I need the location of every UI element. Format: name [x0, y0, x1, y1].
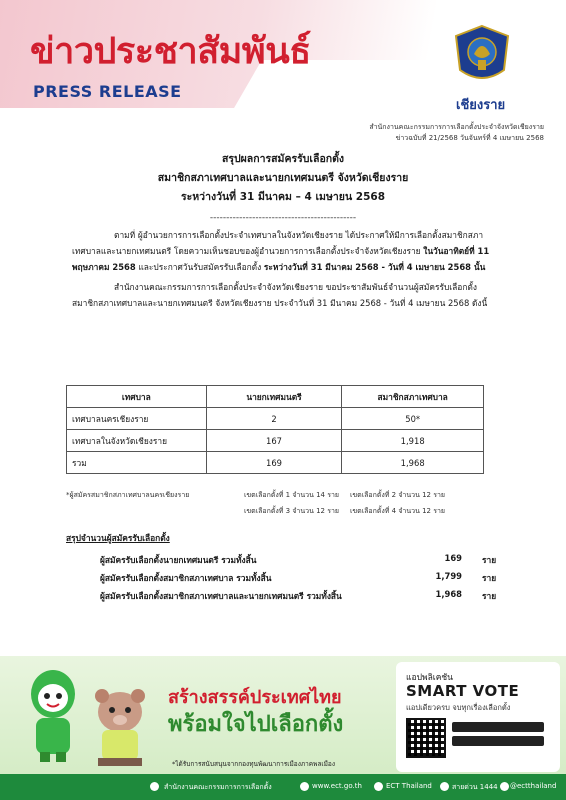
summary-value: 1,799 — [435, 571, 462, 581]
banner-slogan-1: สร้างสรรค์ประเทศไทย — [168, 687, 342, 708]
table-header-council: สมาชิกสภาเทศบาล — [342, 386, 484, 408]
phone-icon — [440, 782, 449, 791]
footnote-asterisk: *ผู้สมัครสมาชิกสภาเทศบาลนครเชียงราย — [66, 491, 190, 499]
ect-logo-icon — [150, 782, 159, 791]
footer-hotline: สายด่วน 1444 — [452, 783, 498, 791]
mascot-bear-icon — [86, 684, 156, 768]
paragraph-1-bold-date: ในวันอาทิตย์ที่ 11 พฤษภาคม 2568 — [72, 246, 490, 272]
document-number: ข่าวฉบับที่ 21/2568 วันจันทร์ที่ 4 เมษายน 2568 — [395, 134, 544, 142]
footer-bar — [0, 774, 566, 800]
header-title-thai: ข่าวประชาสัมพันธ์ — [30, 31, 311, 72]
summary-row — [80, 589, 500, 605]
table-cell: รวม — [67, 452, 207, 474]
summary-unit: ราย — [482, 573, 497, 583]
summary-label: ผู้สมัครรับเลือกตั้งสมาชิกสภาเทศบาลและนายกเทศมนตรี รวมทั้งสิ้น — [100, 591, 342, 601]
table-cell: 2 — [206, 408, 342, 430]
summary-row — [80, 553, 500, 569]
footer-facebook[interactable]: ECT Thailand — [386, 782, 432, 790]
footnote-zone-3: เขตเลือกตั้งที่ 3 จำนวน 12 ราย — [244, 507, 340, 515]
line-icon — [500, 782, 509, 791]
app-label: แอปพลิเคชัน — [406, 673, 453, 683]
headline-line-3: ระหว่างวันที่ 31 มีนาคม – 4 เมษายน 2568 — [180, 191, 386, 203]
paragraph-1 — [72, 227, 494, 275]
table-cell: 169 — [206, 452, 342, 474]
table-cell: 1,968 — [342, 452, 484, 474]
footer-website[interactable]: www.ect.go.th — [312, 782, 362, 790]
table-cell: 50* — [342, 408, 484, 430]
footnote-zone-4: เขตเลือกตั้งที่ 4 จำนวน 12 ราย — [350, 507, 446, 515]
app-store-badge[interactable] — [452, 722, 544, 732]
table-row — [67, 430, 484, 452]
footnote-zone-2: เขตเลือกตั้งที่ 2 จำนวน 12 ราย — [350, 491, 446, 499]
summary-value: 1,968 — [435, 589, 462, 599]
mascot-green-icon — [18, 664, 88, 764]
table-header-row — [67, 386, 484, 408]
org-name: สำนักงานคณะกรรมการการเลือกตั้งประจำจังหวัดเชียงราย — [369, 123, 544, 131]
app-name: SMART VOTE — [406, 682, 520, 700]
paragraph-2 — [72, 279, 494, 311]
table-header-mayor: นายกเทศมนตรี — [206, 386, 342, 408]
paragraph-1-part-1: ตามที่ ผู้อำนวยการการเลือกตั้งประจำเทศบาลในจังหวัดเชียงราย ได้ประกาศให้มีการเลือกตั้งสมาชิกสภาเทศบาลและนายกเทศมนตรี โดยความเห็นชอบของผู้อำนวยการการเลือกตั้งประจำจังหวัดเชียงราย — [72, 230, 484, 256]
app-tagline: แอปเดียวครบ จบทุกเรื่องเลือกตั้ง — [406, 703, 511, 712]
summary-title: สรุปจำนวนผู้สมัครรับเลือกตั้ง — [66, 533, 170, 543]
press-release-body — [0, 150, 566, 311]
table-cell: 1,918 — [342, 430, 484, 452]
summary-value: 169 — [444, 553, 462, 563]
google-play-badge[interactable] — [452, 736, 544, 746]
footnote-zone-1: เขตเลือกตั้งที่ 1 จำนวน 14 ราย — [244, 491, 340, 499]
globe-icon — [300, 782, 309, 791]
summary-section — [66, 531, 497, 601]
table-cell: เทศบาลในจังหวัดเชียงราย — [67, 430, 207, 452]
summary-unit: ราย — [482, 591, 497, 601]
headline-line-2: สมาชิกสภาเทศบาลและนายกเทศมนตรี จังหวัดเชียงราย — [157, 172, 409, 184]
banner-slogan-2: พร้อมใจไปเลือกตั้ง — [168, 712, 344, 737]
table-row-total — [67, 452, 484, 474]
smart-vote-banner — [0, 656, 566, 800]
header-title-english: PRESS RELEASE — [33, 82, 182, 101]
footer-line[interactable]: @ectthailand — [510, 782, 557, 790]
headline-line-1: สรุปผลการสมัครรับเลือกตั้ง — [221, 153, 345, 165]
press-release-header — [0, 0, 566, 145]
summary-unit: ราย — [482, 555, 497, 565]
smart-vote-panel — [396, 662, 560, 772]
paragraph-2-text: สำนักงานคณะกรรมการการเลือกตั้งประจำจังหวัดเชียงราย ขอประชาสัมพันธ์จำนวนผู้สมัครรับเลือกตั้งสมาชิกสภาเทศบาลและนายกเทศมนตรี จังหวัดเชียงราย ประจำวันที่ 31 มีนาคม 2568 - วันที่ 4 เมษายน 2568 ดังนี้ — [72, 282, 488, 308]
summary-label: ผู้สมัครรับเลือกตั้งสมาชิกสภาเทศบาล รวมทั้งสิ้น — [100, 573, 272, 583]
qr-code-icon[interactable] — [406, 718, 446, 758]
table-cell: 167 — [206, 430, 342, 452]
table-cell: เทศบาลนครเชียงราย — [67, 408, 207, 430]
paragraph-1-bold-period: ระหว่างวันที่ 31 มีนาคม 2568 - วันที่ 4 เมษายน 2568 นั้น — [263, 262, 486, 272]
footer-org: สำนักงานคณะกรรมการการเลือกตั้ง — [164, 783, 272, 791]
table-header-municipality: เทศบาล — [67, 386, 207, 408]
table-row — [67, 408, 484, 430]
summary-label: ผู้สมัครรับเลือกตั้งนายกเทศมนตรี รวมทั้งสิ้น — [100, 555, 257, 565]
chiang-rai-emblem-icon — [452, 24, 512, 88]
headline-block — [0, 150, 566, 207]
candidate-count-table — [66, 385, 484, 474]
headline-divider: --------------------------------------------- — [209, 213, 357, 223]
facebook-icon — [374, 782, 383, 791]
summary-row — [80, 571, 500, 587]
paragraph-1-part-2: และประกาศวันรับสมัครรับเลือกตั้ง — [135, 262, 264, 272]
logo-caption: เชียงราย — [456, 98, 506, 113]
banner-footnote: *ได้รับการสนับสนุนจากกองทุนพัฒนาการเมืองภาคพลเมือง — [172, 760, 336, 768]
